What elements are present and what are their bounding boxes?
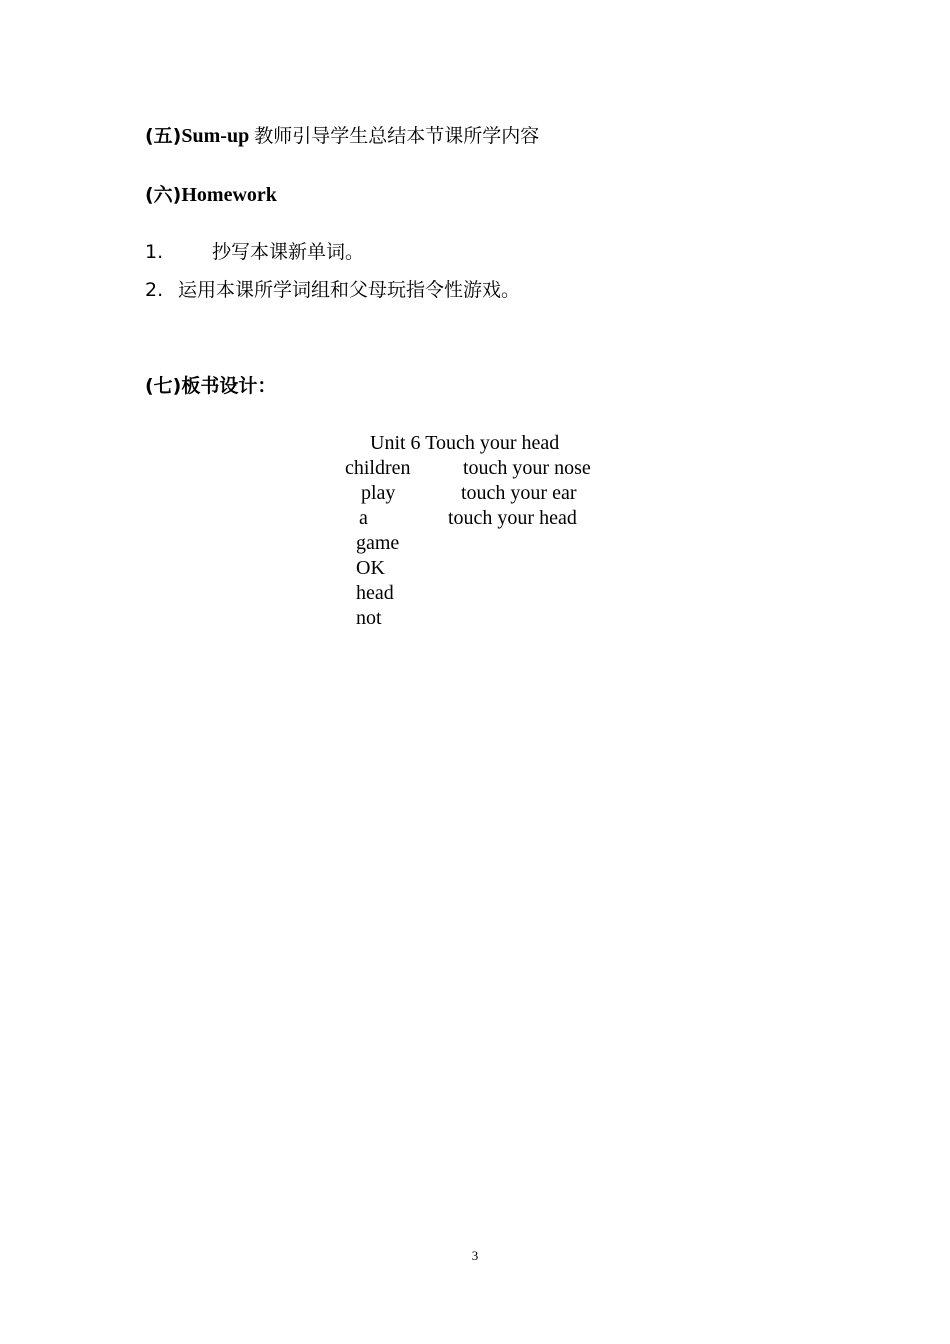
- homework-item-number: 1.: [145, 241, 164, 263]
- board-word: OK: [356, 557, 385, 579]
- sumup-heading: [145, 124, 539, 148]
- board-unit-title: Unit 6 Touch your head: [370, 432, 560, 454]
- homework-item-2: [145, 278, 521, 302]
- homework-heading: [145, 183, 277, 207]
- board-word: children: [345, 457, 411, 479]
- board-phrase: touch your head: [448, 507, 577, 529]
- board-word: not: [356, 607, 382, 629]
- homework-item-text: 抄写本课新单词。: [212, 241, 365, 263]
- sumup-title: Sum-up: [181, 125, 250, 147]
- homework-prefix: (六): [145, 184, 182, 206]
- board-word: a: [359, 507, 368, 529]
- board-word: play: [361, 482, 396, 504]
- sumup-text: 教师引导学生总结本节课所学内容: [254, 125, 540, 147]
- homework-item-number: 2.: [145, 279, 164, 301]
- sumup-prefix: (五): [145, 125, 182, 147]
- board-phrase: touch your nose: [463, 457, 591, 479]
- board-heading: [145, 374, 276, 398]
- board-phrase: touch your ear: [461, 482, 577, 504]
- homework-title: Homework: [181, 184, 277, 206]
- homework-item-1: [145, 240, 365, 264]
- board-word: game: [356, 532, 400, 554]
- homework-item-text: 运用本课所学词组和父母玩指令性游戏。: [178, 279, 521, 301]
- board-title: 板书设计：: [181, 375, 277, 397]
- board-word: head: [356, 582, 394, 604]
- page-number: 3: [471, 1248, 479, 1263]
- board-prefix: (七): [145, 375, 182, 397]
